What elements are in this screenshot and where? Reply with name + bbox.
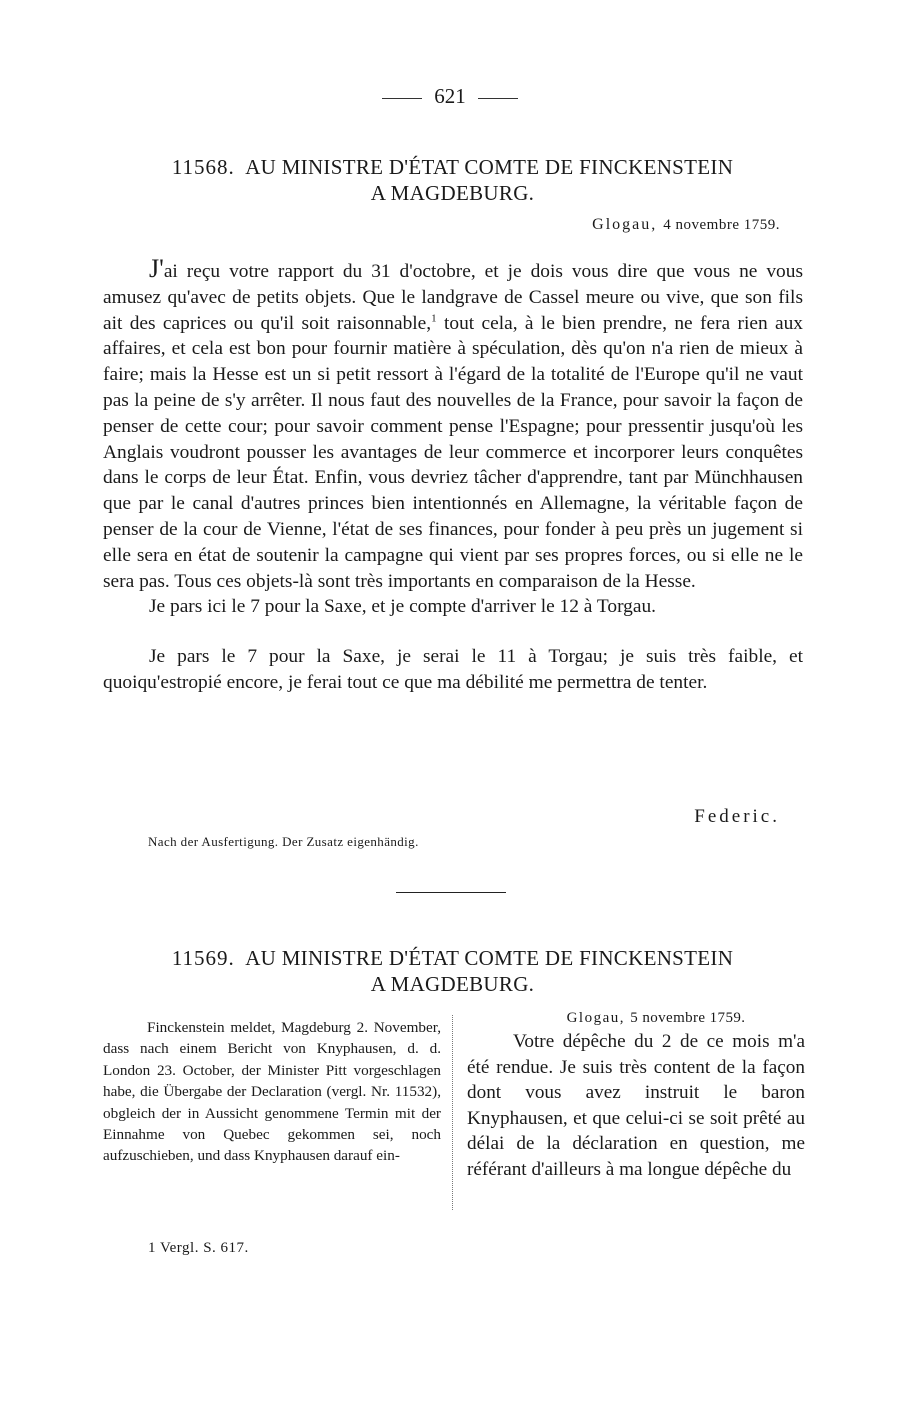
letter2-text-column [467,1010,805,1183]
letter1-body [103,256,803,696]
letter2-summary-column [103,1017,441,1167]
letter1-postscript: Je pars le 7 pour la Saxe, je serai le 11 à Torgau; je suis très faible, et quoiqu'estropié encore, je ferai tout ce que ma débilité me permettra de tenter. [103,646,803,693]
letter1-signature: Federic. [694,806,780,827]
page-number-text: 621 [434,84,466,108]
letter2-number: 11569. [171,946,235,970]
footnote-ref: 1 [431,312,437,325]
column-divider [452,1015,453,1210]
section-divider [396,892,506,893]
letter2-heading-line1: AU MINISTRE D'ÉTAT COMTE DE FINCKENSTEIN [245,946,734,970]
letter1-paragraph2: Je pars ici le 7 pour la Saxe, et je compte d'arriver le 12 à Torgau. [149,596,657,618]
letter2-dateline [507,1010,805,1027]
letter1-number: 11568. [171,155,235,179]
page-number [0,84,900,109]
letter1-body-part1: J'ai reçu votre rapport du 31 d'octobre, et je dois vous dire que vous ne vous amusez qu'avec de petits objets. Que le landgrave de Cassel meure ou vive, que son fils ait des caprices ou qu'il soit raisonnable, [103,254,803,334]
letter2-date: 5 novembre 1759. [630,1010,746,1026]
page-number-dash-right [478,98,518,99]
letter1-dateline [592,216,780,234]
letter2-body: Votre dépêche du 2 de ce mois m'a été rendue. Je suis très content de la façon dont vous avez instruit le baron Knyphausen, et que celui-ci se soit prêté au délai de la déclaration en question, me référant d'ailleurs à ma longue dépêche du [467,1031,805,1180]
letter2-summary: Finckenstein meldet, Magdeburg 2. November, dass nach einem Bericht von Knyphausen, d. d. London 23. October, der Minister Pitt vorgeschlagen habe, die Übergabe der Declaration (vergl. Nr. 11532), obgleich der in Aussicht genommene Termin mit der Einnahme von Quebec gekommen sei, noch aufzuschieben, und dass Knyphausen darauf ein- [103,1019,441,1165]
letter1-body-part2: tout cela, à le bien prendre, ne fera rien aux affaires, et cela est bon pour fournir matière à spéculation, dès qu'on n'a rien de mieux à faire; mais la Hesse est un si petit ressort à l'égard de la totalité de l'Europe qu'il ne vaut pas la peine de s'y arrêter. Il nous faut des nouvelles de la France, pour savoir la façon de penser de cette cour; pour savoir comment pense l'Espagne; pour pressentir jusqu'où les Anglais voudront pousser les avantages de leur commerce et incorporer leurs conquêtes dans le corps de leur État. Enfin, vous devriez tâcher d'apprendre, tant par Münchhausen que par le canal d'autres princes bien intentionnés en Allemagne, la véritable façon de penser de la cour de Vienne, l'état de ses finances, pour fonder à peu près un jugement si elle sera en état de soutenir la campagne qui vient par ses propres forces, ou si elle ne le sera pas. Tous ces objets-là sont très importants en comparaison de la Hesse. [103,312,803,592]
letter1-place: Glogau, [592,216,658,233]
letter1-heading-line1: AU MINISTRE D'ÉTAT COMTE DE FINCKENSTEIN [245,155,734,179]
letter1-heading [100,154,805,206]
page-number-dash-left [382,98,422,99]
letter1-paragraph1 [103,256,803,594]
footnote: 1 Vergl. S. 617. [148,1240,249,1256]
letter1-heading-line2: A MAGDEBURG. [370,181,535,205]
letter2-heading-line2: A MAGDEBURG. [370,972,535,996]
letter2-place: Glogau, [566,1010,626,1026]
letter1-date: 4 novembre 1759. [663,217,780,233]
letter2-heading [100,945,805,997]
letter1-source-note: Nach der Ausfertigung. Der Zusatz eigenhändig. [148,834,419,849]
